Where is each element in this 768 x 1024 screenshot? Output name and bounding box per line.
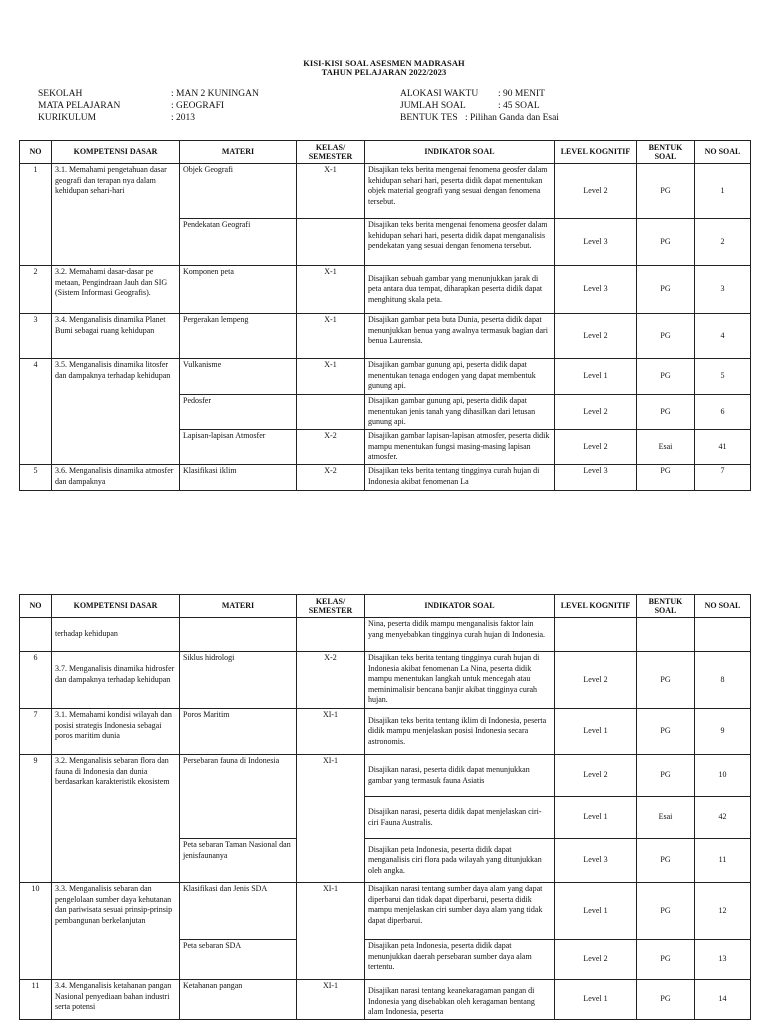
row-bentuk: PG — [637, 755, 695, 797]
row-indikator: Disajikan narasi, peserta didik dapat menunjukkan gambar yang termasuk fauna Asiatis — [365, 755, 555, 797]
row-kelas: XI-1 — [297, 709, 365, 755]
row-kompetensi: 3.2. Memahami dasar-dasar pe metaan, Pengindraan Jauh dan SIG (Sistem Informasi Geografis). — [52, 266, 180, 314]
row-kompetensi: terhadap kehidupan — [52, 618, 180, 652]
row-nosoal: 9 — [695, 709, 751, 755]
table-row — [20, 266, 751, 314]
row-level: Level 2 — [555, 940, 637, 980]
info-label-mapel: MATA PELAJARAN — [38, 101, 121, 111]
row-no: 7 — [20, 709, 52, 755]
row-indikator: Disajikan peta Indonesia, peserta didik dapat menganalisis ciri flora pada wilayah yang ditunjukkan oleh angka. — [365, 839, 555, 883]
row-level: Level 2 — [555, 164, 637, 219]
col-header-nosoal: NO SOAL — [695, 141, 751, 164]
row-indikator: Disajikan narasi tentang keanekaragaman pangan di Indonesia yang disebabkan oleh keragaman bentang alam Indonesia, peserta — [365, 980, 555, 1020]
row-bentuk: PG — [637, 709, 695, 755]
info-value-kurikulum: : 2013 — [171, 113, 196, 123]
info-label-sekolah: SEKOLAH — [38, 89, 83, 99]
row-indikator: Disajikan teks berita tentang iklim di Indonesia, peserta didik mampu menjelaskan posisi Indonesia secara astronomis. — [365, 709, 555, 755]
row-kompetensi: 3.5. Menganalisis dinamika litosfer dan dampaknya terhadap kehidupan — [52, 359, 180, 465]
row-level: Level 3 — [555, 266, 637, 314]
row-nosoal: 11 — [695, 839, 751, 883]
col-header-no: NO — [20, 141, 52, 164]
row-indikator: Disajikan teks berita mengenai fenomena geosfer dalam kehidupan sehari hari, peserta didik dapat menganalisis pendekatan yang sesuai dengan fenomena tersebut. — [365, 219, 555, 266]
row-nosoal: 5 — [695, 359, 751, 395]
table-row — [20, 465, 751, 491]
col-header-nosoal: NO SOAL — [695, 595, 751, 618]
row-materi: Pergerakan lempeng — [180, 314, 297, 359]
row-bentuk: PG — [637, 980, 695, 1020]
row-nosoal: 41 — [695, 430, 751, 465]
col-header-bentuk: BENTUK SOAL — [637, 595, 695, 618]
row-materi: Ketahanan pangan — [180, 980, 297, 1020]
row-level: Level 1 — [555, 883, 637, 940]
row-bentuk: PG — [637, 359, 695, 395]
row-materi: Pendekatan Geografi — [180, 219, 297, 266]
info-value-sekolah: : MAN 2 KUNINGAN — [171, 89, 259, 99]
row-kompetensi: 3.7. Menganalisis dinamika hidrosfer dan dampaknya terhadap kehidupan — [52, 652, 180, 709]
row-materi: Komponen peta — [180, 266, 297, 314]
row-kelas — [297, 618, 365, 652]
row-no: 5 — [20, 465, 52, 491]
col-header-level: LEVEL KOGNITIF — [555, 141, 637, 164]
row-nosoal: 4 — [695, 314, 751, 359]
row-nosoal: 10 — [695, 755, 751, 797]
table-row — [20, 164, 751, 219]
row-no: 4 — [20, 359, 52, 465]
row-level: Level 3 — [555, 839, 637, 883]
row-bentuk: PG — [637, 164, 695, 219]
row-bentuk: PG — [637, 219, 695, 266]
row-nosoal: 7 — [695, 465, 751, 491]
row-level: Level 2 — [555, 652, 637, 709]
info-value-bentuk: : Pilihan Ganda dan Esai — [465, 113, 559, 123]
row-materi: Lapisan-lapisan Atmosfer — [180, 430, 297, 465]
row-kelas: XI-1 — [297, 980, 365, 1020]
col-header-materi: MATERI — [180, 595, 297, 618]
row-bentuk: PG — [637, 652, 695, 709]
document-subtitle: TAHUN PELAJARAN 2022/2023 — [321, 67, 447, 77]
row-nosoal: 6 — [695, 395, 751, 430]
row-no — [20, 618, 52, 652]
row-kompetensi: 3.1. Memahami kondisi wilayah dan posisi strategis Indonesia sebagai poros maritim dunia — [52, 709, 180, 755]
row-kelas: X-1 — [297, 266, 365, 314]
row-kompetensi: 3.4. Menganalisis ketahanan pangan Nasional penyediaan bahan industri serta potensi — [52, 980, 180, 1020]
row-bentuk: PG — [637, 940, 695, 980]
row-bentuk: PG — [637, 395, 695, 430]
kisi-kisi-table-page-2 — [19, 594, 751, 1020]
row-level: Level 1 — [555, 359, 637, 395]
row-materi: Persebaran fauna di Indonesia — [180, 755, 297, 839]
row-materi: Poros Maritim — [180, 709, 297, 755]
row-level: Level 2 — [555, 430, 637, 465]
info-value-jumlah: : 45 SOAL — [498, 101, 540, 111]
col-header-kelas: KELAS/ SEMESTER — [297, 595, 365, 618]
row-level: Level 2 — [555, 755, 637, 797]
row-nosoal: 1 — [695, 164, 751, 219]
table-row — [20, 755, 751, 797]
document-title: KISI-KISI SOAL ASESMEN MADRASAH — [303, 58, 465, 68]
row-nosoal: 13 — [695, 940, 751, 980]
info-label-kurikulum: KURIKULUM — [38, 113, 97, 123]
row-level: Level 1 — [555, 709, 637, 755]
info-value-alokasi: : 90 MENIT — [498, 89, 545, 99]
row-level: Level 2 — [555, 395, 637, 430]
row-bentuk: PG — [637, 465, 695, 491]
row-indikator: Disajikan teks berita tentang tingginya curah hujan di Indonesia akibat fenomenan La Nina, peserta didik mampu menentukan langkah untuk mencegah atau meminimalisir bencana banjir akibat tingginya curah hujan. — [365, 652, 555, 709]
row-nosoal: 42 — [695, 797, 751, 839]
row-level: Level 3 — [555, 219, 637, 266]
row-indikator: Nina, peserta didik mampu menganalisis faktor lain yang menyebabkan tingginya curah hujan di Indonesia. — [365, 618, 555, 652]
row-indikator: Disajikan sebuah gambar yang menunjukkan jarak di peta antara dua tempat, diharapkan peserta didik dapat menghitung skala peta. — [365, 266, 555, 314]
kisi-kisi-table-page-1 — [19, 140, 751, 491]
row-kelas: XI-1 — [297, 883, 365, 980]
row-indikator: Disajikan teks berita mengenai fenomena geosfer dalam kehidupan sehari hari, peserta didik dapat menentukan objek material geografi yang sesuai dengan fenomena tersebut. — [365, 164, 555, 219]
row-kelas: X-2 — [297, 465, 365, 491]
row-kelas: X-1 — [297, 164, 365, 219]
row-materi: Pedosfer — [180, 395, 297, 430]
row-kompetensi: 3.3. Menganalisis sebaran dan pengelolaan sumber daya kehutanan dan pariwisata sesuai prinsip-prinsip pembangunan berkelanjutan — [52, 883, 180, 980]
row-kompetensi: 3.6. Menganalisis dinamika atmosfer dan dampaknya — [52, 465, 180, 491]
info-label-alokasi: ALOKASI WAKTU — [400, 89, 479, 99]
row-nosoal: 3 — [695, 266, 751, 314]
row-no: 9 — [20, 755, 52, 883]
table-row — [20, 709, 751, 755]
row-no: 10 — [20, 883, 52, 980]
table-header-row — [20, 595, 751, 618]
row-kompetensi: 3.2. Menganalisis sebaran flora dan fauna di Indonesia dan dunia berdasarkan karakteristik ekosistem — [52, 755, 180, 883]
row-kelas — [297, 219, 365, 266]
row-bentuk: PG — [637, 266, 695, 314]
row-kelas: X-2 — [297, 652, 365, 709]
table-row — [20, 314, 751, 359]
row-kelas: X-1 — [297, 314, 365, 359]
col-header-indikator: INDIKATOR SOAL — [365, 595, 555, 618]
row-bentuk: PG — [637, 839, 695, 883]
col-header-no: NO — [20, 595, 52, 618]
table-row — [20, 980, 751, 1020]
row-materi — [180, 618, 297, 652]
row-kelas — [297, 395, 365, 430]
row-indikator: Disajikan gambar peta buta Dunia, peserta didik dapat menunjukkan benua yang awalnya termasuk bagian dari benua Laurensia. — [365, 314, 555, 359]
row-indikator: Disajikan gambar gunung api, peserta didik dapat menentukan tenaga endogen yang dapat membentuk gunung api. — [365, 359, 555, 395]
col-header-kompetensi: KOMPETENSI DASAR — [52, 141, 180, 164]
row-indikator: Disajikan narasi tentang sumber daya alam yang dapat diperbarui dan tidak dapat diperbarui, peserta didik mampu menjelaskan ciri sumber daya alam yang tidak dapat diperbarui. — [365, 883, 555, 940]
row-nosoal: 8 — [695, 652, 751, 709]
row-indikator: Disajikan peta Indonesia, peserta didik dapat menunjukkan daerah persebaran sumber daya alam tertentu. — [365, 940, 555, 980]
info-value-mapel: : GEOGRAFI — [171, 101, 225, 111]
row-level: Level 2 — [555, 314, 637, 359]
table-row — [20, 359, 751, 395]
row-no: 1 — [20, 164, 52, 266]
row-level — [555, 618, 637, 652]
row-kelas: X-1 — [297, 359, 365, 395]
row-level: Level 1 — [555, 797, 637, 839]
row-kompetensi: 3.1. Memahami pengetahuan dasar geografi dan terapan nya dalam kehidupan sehari-hari — [52, 164, 180, 266]
row-nosoal — [695, 618, 751, 652]
row-bentuk — [637, 618, 695, 652]
col-header-level: LEVEL KOGNITIF — [555, 595, 637, 618]
row-bentuk: PG — [637, 883, 695, 940]
table-row — [20, 652, 751, 709]
row-materi: Klasifikasi iklim — [180, 465, 297, 491]
row-nosoal: 12 — [695, 883, 751, 940]
row-no: 2 — [20, 266, 52, 314]
row-level: Level 1 — [555, 980, 637, 1020]
info-label-jumlah: JUMLAH SOAL — [400, 101, 466, 111]
row-indikator: Disajikan teks berita tentang tingginya curah hujan di Indonesia akibat fenomenan La — [365, 465, 555, 491]
info-label-bentuk: BENTUK TES — [400, 113, 458, 123]
row-no: 3 — [20, 314, 52, 359]
row-materi: Klasifikasi dan Jenis SDA — [180, 883, 297, 940]
row-no: 6 — [20, 652, 52, 709]
row-nosoal: 14 — [695, 980, 751, 1020]
row-bentuk: Esai — [637, 797, 695, 839]
row-indikator: Disajikan narasi, peserta didik dapat menjelaskan ciri-ciri Fauna Australis. — [365, 797, 555, 839]
row-level: Level 3 — [555, 465, 637, 491]
row-kelas: X-2 — [297, 430, 365, 465]
row-kelas: XI-1 — [297, 755, 365, 883]
row-materi: Objek Geografi — [180, 164, 297, 219]
col-header-indikator: INDIKATOR SOAL — [365, 141, 555, 164]
table-row — [20, 883, 751, 940]
col-header-kelas: KELAS/ SEMESTER — [297, 141, 365, 164]
row-indikator: Disajikan gambar gunung api, peserta didik dapat menentukan jenis tanah yang dihasilkan dari letusan gunung api. — [365, 395, 555, 430]
row-materi: Siklus hidrologi — [180, 652, 297, 709]
row-bentuk: Esai — [637, 430, 695, 465]
col-header-materi: MATERI — [180, 141, 297, 164]
row-indikator: Disajikan gambar lapisan-lapisan atmosfer, peserta didik mampu menentukan fungsi masing-masing lapisan atmosfer. — [365, 430, 555, 465]
row-bentuk: PG — [637, 314, 695, 359]
col-header-kompetensi: KOMPETENSI DASAR — [52, 595, 180, 618]
row-materi: Peta sebaran SDA — [180, 940, 297, 980]
col-header-bentuk: BENTUK SOAL — [637, 141, 695, 164]
row-materi: Vulkanisme — [180, 359, 297, 395]
row-kompetensi: 3.4. Menganalisis dinamika Planet Bumi sebagai ruang kehidupan — [52, 314, 180, 359]
table-header-row — [20, 141, 751, 164]
row-no: 11 — [20, 980, 52, 1020]
table-row — [20, 618, 751, 652]
row-materi: Peta sebaran Taman Nasional dan jenisfaunanya — [180, 839, 297, 883]
row-nosoal: 2 — [695, 219, 751, 266]
